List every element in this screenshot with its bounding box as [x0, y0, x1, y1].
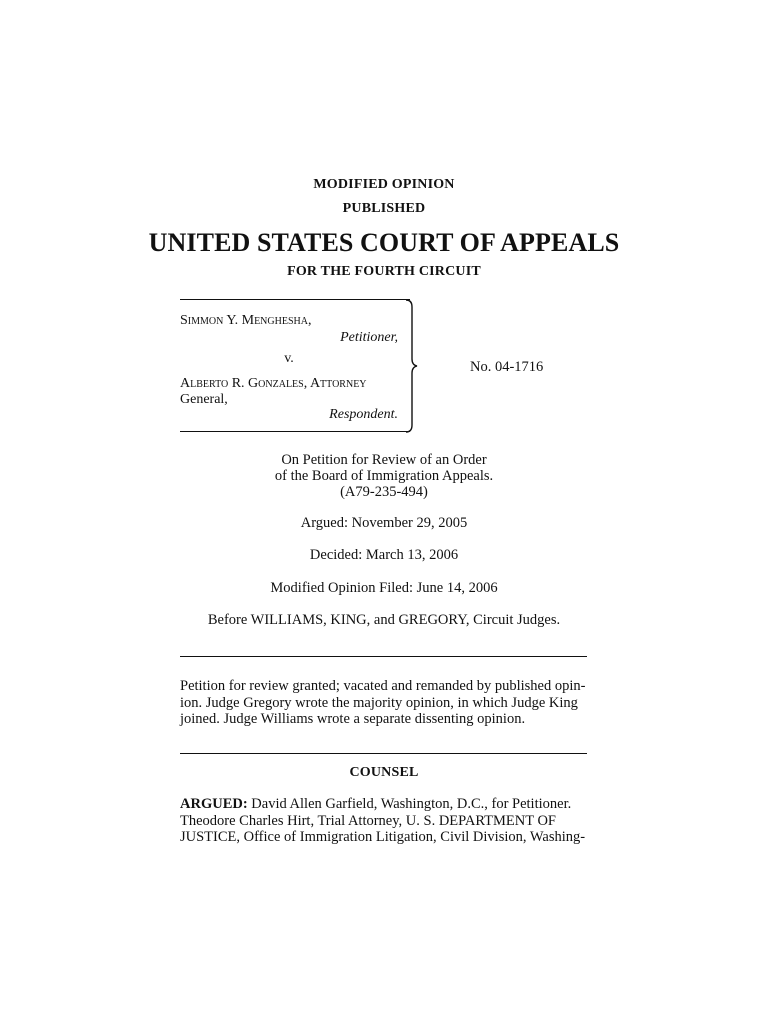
counsel-line-1 — [180, 796, 587, 813]
modified-opinion-label: MODIFIED OPINION — [313, 177, 455, 192]
versus-label: v. — [284, 351, 294, 366]
disposition-line-2: ion. Judge Gregory wrote the majority opinion, in which Judge King — [180, 694, 578, 711]
caption-bottom-rule — [180, 431, 410, 432]
divider-rule-1 — [180, 656, 587, 657]
counsel-line-2: Theodore Charles Hirt, Trial Attorney, U. S. DEPARTMENT OF — [180, 812, 556, 829]
court-title: UNITED STATES COURT OF APPEALS — [148, 228, 620, 257]
argued-date: Argued: November 29, 2005 — [300, 515, 468, 531]
disposition-line-1: Petition for review granted; vacated and remanded by published opin- — [180, 678, 586, 694]
published-label: PUBLISHED — [342, 201, 426, 216]
counsel-heading: COUNSEL — [349, 765, 419, 780]
decided-date: Decided: March 13, 2006 — [309, 547, 459, 563]
caption-brace — [406, 299, 420, 433]
case-number: No. 04-1716 — [470, 359, 544, 375]
respondent-name-line1: Alberto R. Gonzales, Attorney — [180, 376, 367, 391]
caption-top-rule — [180, 299, 410, 300]
petitioner-name: Simmon Y. Menghesha, — [180, 313, 312, 328]
panel-judges: Before WILLIAMS, KING, and GREGORY, Circuit Judges. — [207, 612, 561, 628]
divider-rule-2 — [180, 753, 587, 754]
respondent-name-line2: General, — [180, 392, 228, 407]
petition-line-2: of the Board of Immigration Appeals. — [274, 468, 494, 484]
petition-line-3: (A79-235-494) — [340, 484, 428, 500]
counsel-line-3: JUSTICE, Office of Immigration Litigation, Civil Division, Washing- — [180, 829, 586, 845]
modified-filed-date: Modified Opinion Filed: June 14, 2006 — [270, 580, 498, 596]
circuit-subtitle: FOR THE FOURTH CIRCUIT — [287, 264, 481, 279]
argued-label: ARGUED: — [180, 796, 248, 812]
counsel-paragraph — [180, 796, 587, 846]
disposition-line-3: joined. Judge Williams wrote a separate dissenting opinion. — [180, 711, 526, 727]
disposition-paragraph — [180, 678, 587, 728]
petitioner-role: Petitioner, — [340, 330, 398, 345]
petition-line-1: On Petition for Review of an Order — [281, 452, 487, 468]
respondent-role: Respondent. — [329, 407, 398, 422]
case-caption-box — [180, 299, 416, 432]
counsel-line-1-text: David Allen Garfield, Washington, D.C., for Petitioner. — [247, 796, 572, 812]
